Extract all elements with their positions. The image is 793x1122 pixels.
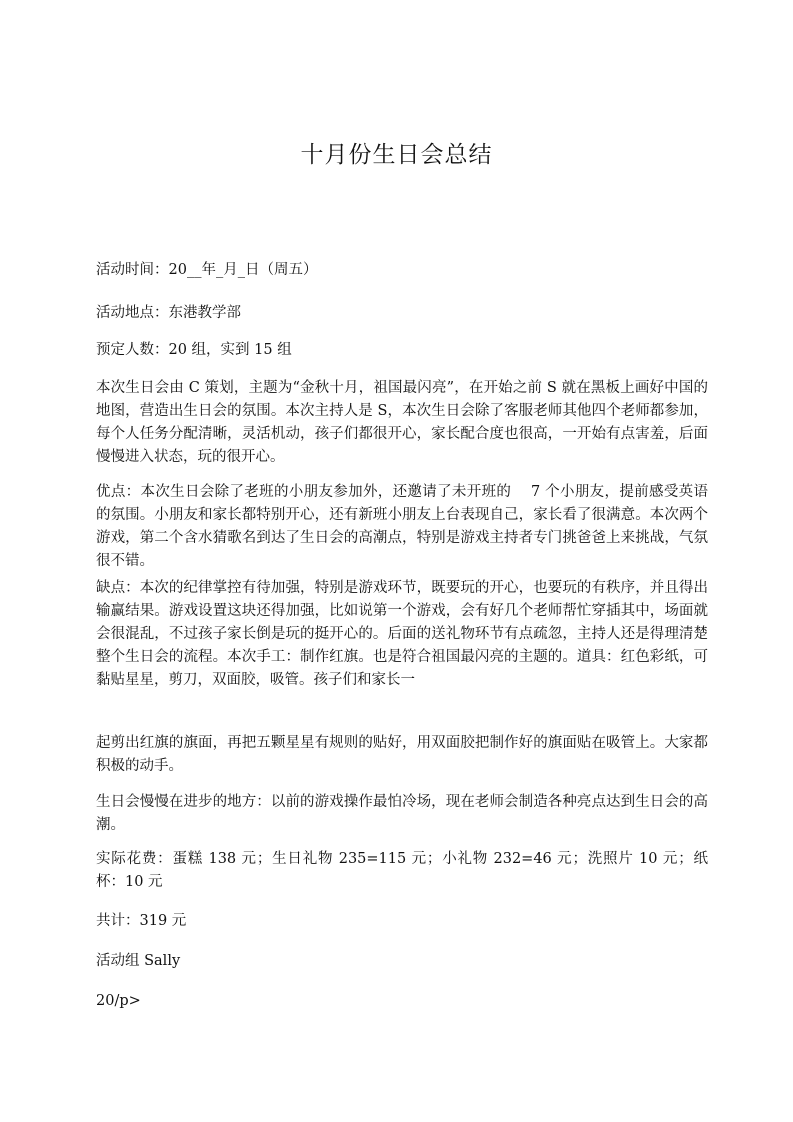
intro-paragraph: 本次生日会由 C 策划，主题为“金秋十月，祖国最闪亮”，在开始之前 S 就在黑板上画好中国的地图，营造出生日会的氛围。本次主持人是 S，本次生日会除了客服老师其他四个老师都参加，每个人任务分配清晰，灵活机动，孩子们都很开心，家长配合度也很高，一开始有点害羞，后面慢慢进入状态，玩的很开心。 — [96, 380, 708, 465]
attendance-count: 预定人数：20 组，实到 15 组 — [96, 342, 292, 358]
cost-paragraph: 实际花费：蛋糕 138 元；生日礼物 235=115 元；小礼物 232=46 元；洗照片 10 元；纸杯：10 元 — [96, 851, 708, 890]
pros-paragraph: 优点：本次生日会除了老班的小朋友参加外，还邀请了未开班的 7 个小朋友，提前感受英语的氛围。小朋友和家长都特别开心，还有新班小朋友上台表现自己，家长看了很满意。本次两个游戏，第二个含水猜歌名到达了生日会的高潮点，特别是游戏主持者专门挑爸爸上来挑战，气氛很不错。 — [96, 484, 708, 569]
cons-paragraph: 缺点：本次的纪律掌控有待加强，特别是游戏环节，既要玩的开心，也要玩的有秩序，并且得出输赢结果。游戏设置这块还得加强，比如说第一个游戏，会有好几个老师帮忙穿插其中，场面就会很混乱，不过孩子家长倒是玩的挺开心的。后面的送礼物环节有点疏忽，主持人还是得理清楚整个生日会的流程。本次手工：制作红旗。也是符合祖国最闪亮的主题的。道具：红色彩纸，可黏贴星星，剪刀，双面胶，吸管。孩子们和家长一 — [96, 580, 708, 688]
team-line: 活动组 Sally — [96, 953, 181, 969]
total-line: 共计：319 元 — [96, 913, 187, 929]
document-title: 十月份生日会总结 — [300, 142, 493, 168]
footer-line: 20/p> — [96, 993, 141, 1009]
activity-place: 活动地点：东港教学部 — [96, 305, 241, 321]
activity-time: 活动时间：20__年_月_日（周五） — [96, 262, 318, 278]
progress-paragraph: 生日会慢慢在进步的地方：以前的游戏操作最怕冷场，现在老师会制造各种亮点达到生日会的高潮。 — [96, 794, 708, 833]
craft-paragraph: 起剪出红旗的旗面，再把五颗星星有规则的贴好，用双面胶把制作好的旗面贴在吸管上。大家都积极的动手。 — [96, 735, 708, 774]
